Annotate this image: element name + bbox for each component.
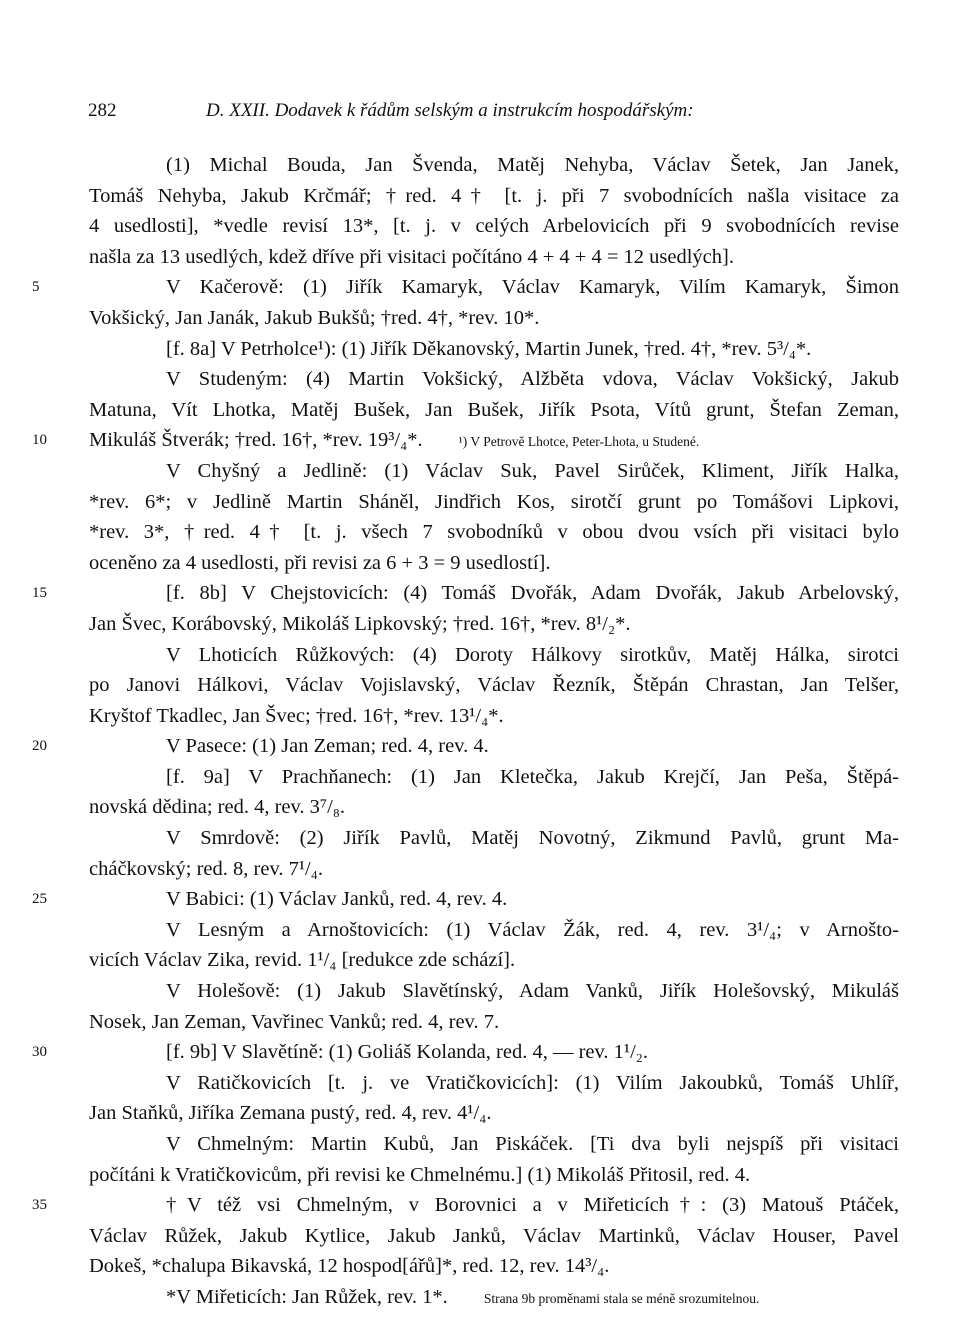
line-text: V Studeným: (4) Martin Vokšický, Alžběta vdova, Václav Vokšický, Jakub	[166, 368, 899, 391]
line-text: (1) Michal Bouda, Jan Švenda, Matěj Nehyba, Václav Šetek, Jan Janek,	[166, 154, 899, 176]
line-text: Kryštof Tkadlec, Jan Švec; †red. 16†, *rev. 13¹/₄*.	[89, 704, 504, 727]
line-text: Matuna, Vít Lhotka, Matěj Bušek, Jan Bušek, Jiřík Psota, Vítů grunt, Štefan Zeman,	[89, 398, 899, 421]
line-text: našla za 13 usedlých, kdež dříve při visitaci počítáno 4 + 4 + 4 = 12 usedlých].	[89, 245, 734, 268]
line-text: V Smrdově: (2) Jiřík Pavlů, Matěj Novotný, Zikmund Pavlů, grunt Ma-	[166, 827, 899, 850]
line-text: V Babici: (1) Václav Janků, red. 4, rev. 4.	[166, 888, 508, 911]
line-text: Dokeš, *chalupa Bikavská, 12 hospod[ářů]*, red. 12, rev. 14³/₄.	[89, 1255, 610, 1278]
line-text: Nosek, Jan Zeman, Vavřinec Vanků; red. 4, rev. 7.	[89, 1010, 500, 1033]
text-line	[89, 1282, 899, 1313]
line-text: V Lesným a Arnoštovicích: (1) Václav Žák, red. 4, rev. 3¹/₄; v Arnošto-	[166, 918, 899, 941]
line-text: V Kačerově: (1) Jiřík Kamaryk, Václav Kamaryk, Vilím Kamaryk, Šimon	[166, 276, 899, 299]
line-text: Tomáš Nehyba, Jakub Krčmář; †red. 4† [t. j. při 7 svobodnících našla visitace za	[89, 184, 899, 207]
line-text: Václav Růžek, Jakub Kytlice, Jakub Janků, Václav Martinků, Václav Houser, Pavel	[89, 1224, 899, 1247]
text-line	[89, 609, 899, 640]
text-line	[32, 425, 899, 456]
line-text: *V Miřeticích: Jan Růžek, rev. 1*.	[166, 1285, 448, 1308]
text-line	[32, 1037, 899, 1068]
line-text: V Pasece: (1) Jan Zeman; red. 4, rev. 4.	[166, 735, 489, 758]
line-text: V Lhoticích Růžkových: (4) Doroty Hálkovy sirotkův, Matěj Hálka, sirotci	[166, 643, 899, 666]
text-line	[32, 884, 899, 915]
line-text: V Ratičkovicích [t. j. ve Vratičkovicích]: (1) Vilím Jakoubků, Tomáš Uhlíř,	[166, 1071, 899, 1094]
text-line	[89, 456, 899, 487]
line-number: 5	[32, 279, 40, 296]
line-text: [f. 9a] V Prachňanech: (1) Jan Kletečka, Jakub Krejčí, Jan Peša, Štěpá-	[166, 765, 899, 788]
text-line	[89, 548, 899, 579]
line-text: *rev. 3*, †red. 4† [t. j. všech 7 svobodníků v obou dvou vsích při visitaci bylo	[89, 521, 899, 544]
text-line	[89, 517, 899, 548]
line-text: V Holešově: (1) Jakub Slavětínský, Adam Vanků, Jiřík Holešovský, Mikuláš	[166, 980, 899, 1003]
line-text: vicích Václav Zika, revid. 1¹/₄ [redukce zde schází].	[89, 949, 516, 972]
text-line	[32, 578, 899, 609]
line-text: oceněno za 4 usedlosti, při revisi za 6 + 3 = 9 usedlostí].	[89, 551, 551, 574]
text-line	[89, 640, 899, 671]
line-text: po Janovi Hálkovi, Václav Vojislavský, Václav Řezník, Štěpán Chrastan, Jan Telšer,	[89, 674, 899, 697]
text-line	[89, 487, 899, 518]
text-line	[89, 242, 899, 273]
line-text: *rev. 6*; v Jedlině Martin Sháněl, Jindřich Kos, sirotčí grunt po Tomášovi Lipkovi,	[89, 490, 899, 513]
text-line	[89, 945, 899, 976]
text-line	[89, 670, 899, 701]
text-line	[89, 1129, 899, 1160]
text-line	[89, 395, 899, 426]
line-text: Mikuláš Štverák; †red. 16†, *rev. 19³/₄*.	[89, 429, 423, 452]
text-line	[89, 854, 899, 885]
text-line	[89, 1098, 899, 1129]
line-text: Jan Švec, Korábovský, Mikoláš Lipkovský; †red. 16†, *rev. 8¹/₂*.	[89, 612, 631, 635]
line-number: 35	[32, 1197, 47, 1214]
text-line	[32, 272, 899, 303]
text-line	[89, 1068, 899, 1099]
line-text: V Chyšný a Jedlině: (1) Václav Suk, Pavel Sirůček, Kliment, Jiřík Halka,	[166, 459, 899, 482]
footnote: Strana 9b proměnami stala se méně srozumitelnou.	[483, 1290, 760, 1306]
text-line	[89, 1160, 899, 1191]
line-text: počítáni k Vratičkovicům, při revisi ke Chmelnému.] (1) Mikoláš Přitosil, red. 4.	[89, 1163, 751, 1186]
line-text: 4 usedlosti], *vedle revisí 13*, [t. j. v celých Arbelovicích při 9 svobodnících revise	[89, 215, 899, 238]
line-number: 20	[32, 738, 47, 755]
text-line	[32, 731, 899, 762]
text-line	[89, 976, 899, 1007]
line-number: 25	[32, 891, 47, 908]
text-line	[89, 701, 899, 732]
line-text: novská dědina; red. 4, rev. 3⁷/₈.	[89, 796, 346, 819]
running-header	[88, 100, 900, 130]
text-line	[89, 792, 899, 823]
body-text	[32, 150, 899, 1313]
text-line	[89, 334, 899, 365]
line-text: [f. 8b] V Chejstovicích: (4) Tomáš Dvořák, Adam Dvořák, Jakub Arbelovský,	[166, 582, 899, 605]
line-text: [f. 9b] V Slavětíně: (1) Goliáš Kolanda, red. 4, — rev. 1¹/₂.	[166, 1041, 649, 1064]
text-line	[89, 150, 899, 181]
text-line	[89, 211, 899, 242]
text-line	[32, 1190, 899, 1221]
line-text: [f. 8a] V Petrholce¹): (1) Jiřík Děkanovský, Martin Junek, †red. 4†, *rev. 5³/₄*.	[166, 337, 812, 360]
text-line	[89, 364, 899, 395]
line-number: 15	[32, 585, 47, 602]
page-number: 282	[88, 100, 117, 121]
text-line	[89, 823, 899, 854]
running-title: D. XXII. Dodavek k řádům selským a instrukcím hospodářským:	[206, 100, 694, 121]
text-line	[89, 762, 899, 793]
line-text: cháčkovský; red. 8, rev. 7¹/₄.	[89, 857, 323, 880]
line-text: Vokšický, Jan Janák, Jakub Bukšů; †red. 4†, *rev. 10*.	[89, 306, 540, 329]
line-text: †V též vsi Chmelným, v Borovnici a v Miřeticích†: (3) Matouš Ptáček,	[166, 1194, 899, 1217]
text-line	[89, 915, 899, 946]
line-number: 10	[32, 432, 47, 449]
line-text: V Chmelným: Martin Kubů, Jan Piskáček. [Ti dva byli nejspíš při visitaci	[166, 1133, 899, 1155]
footnote: ¹) V Petrově Lhotce, Peter-Lhota, u Studené.	[458, 434, 700, 450]
text-line	[89, 1007, 899, 1038]
text-line	[89, 303, 899, 334]
line-text: Jan Staňků, Jiříka Zemana pustý, red. 4, rev. 4¹/₄.	[89, 1102, 492, 1125]
text-line	[89, 1251, 899, 1282]
line-number: 30	[32, 1044, 47, 1061]
text-line	[89, 1221, 899, 1252]
text-line	[89, 181, 899, 212]
